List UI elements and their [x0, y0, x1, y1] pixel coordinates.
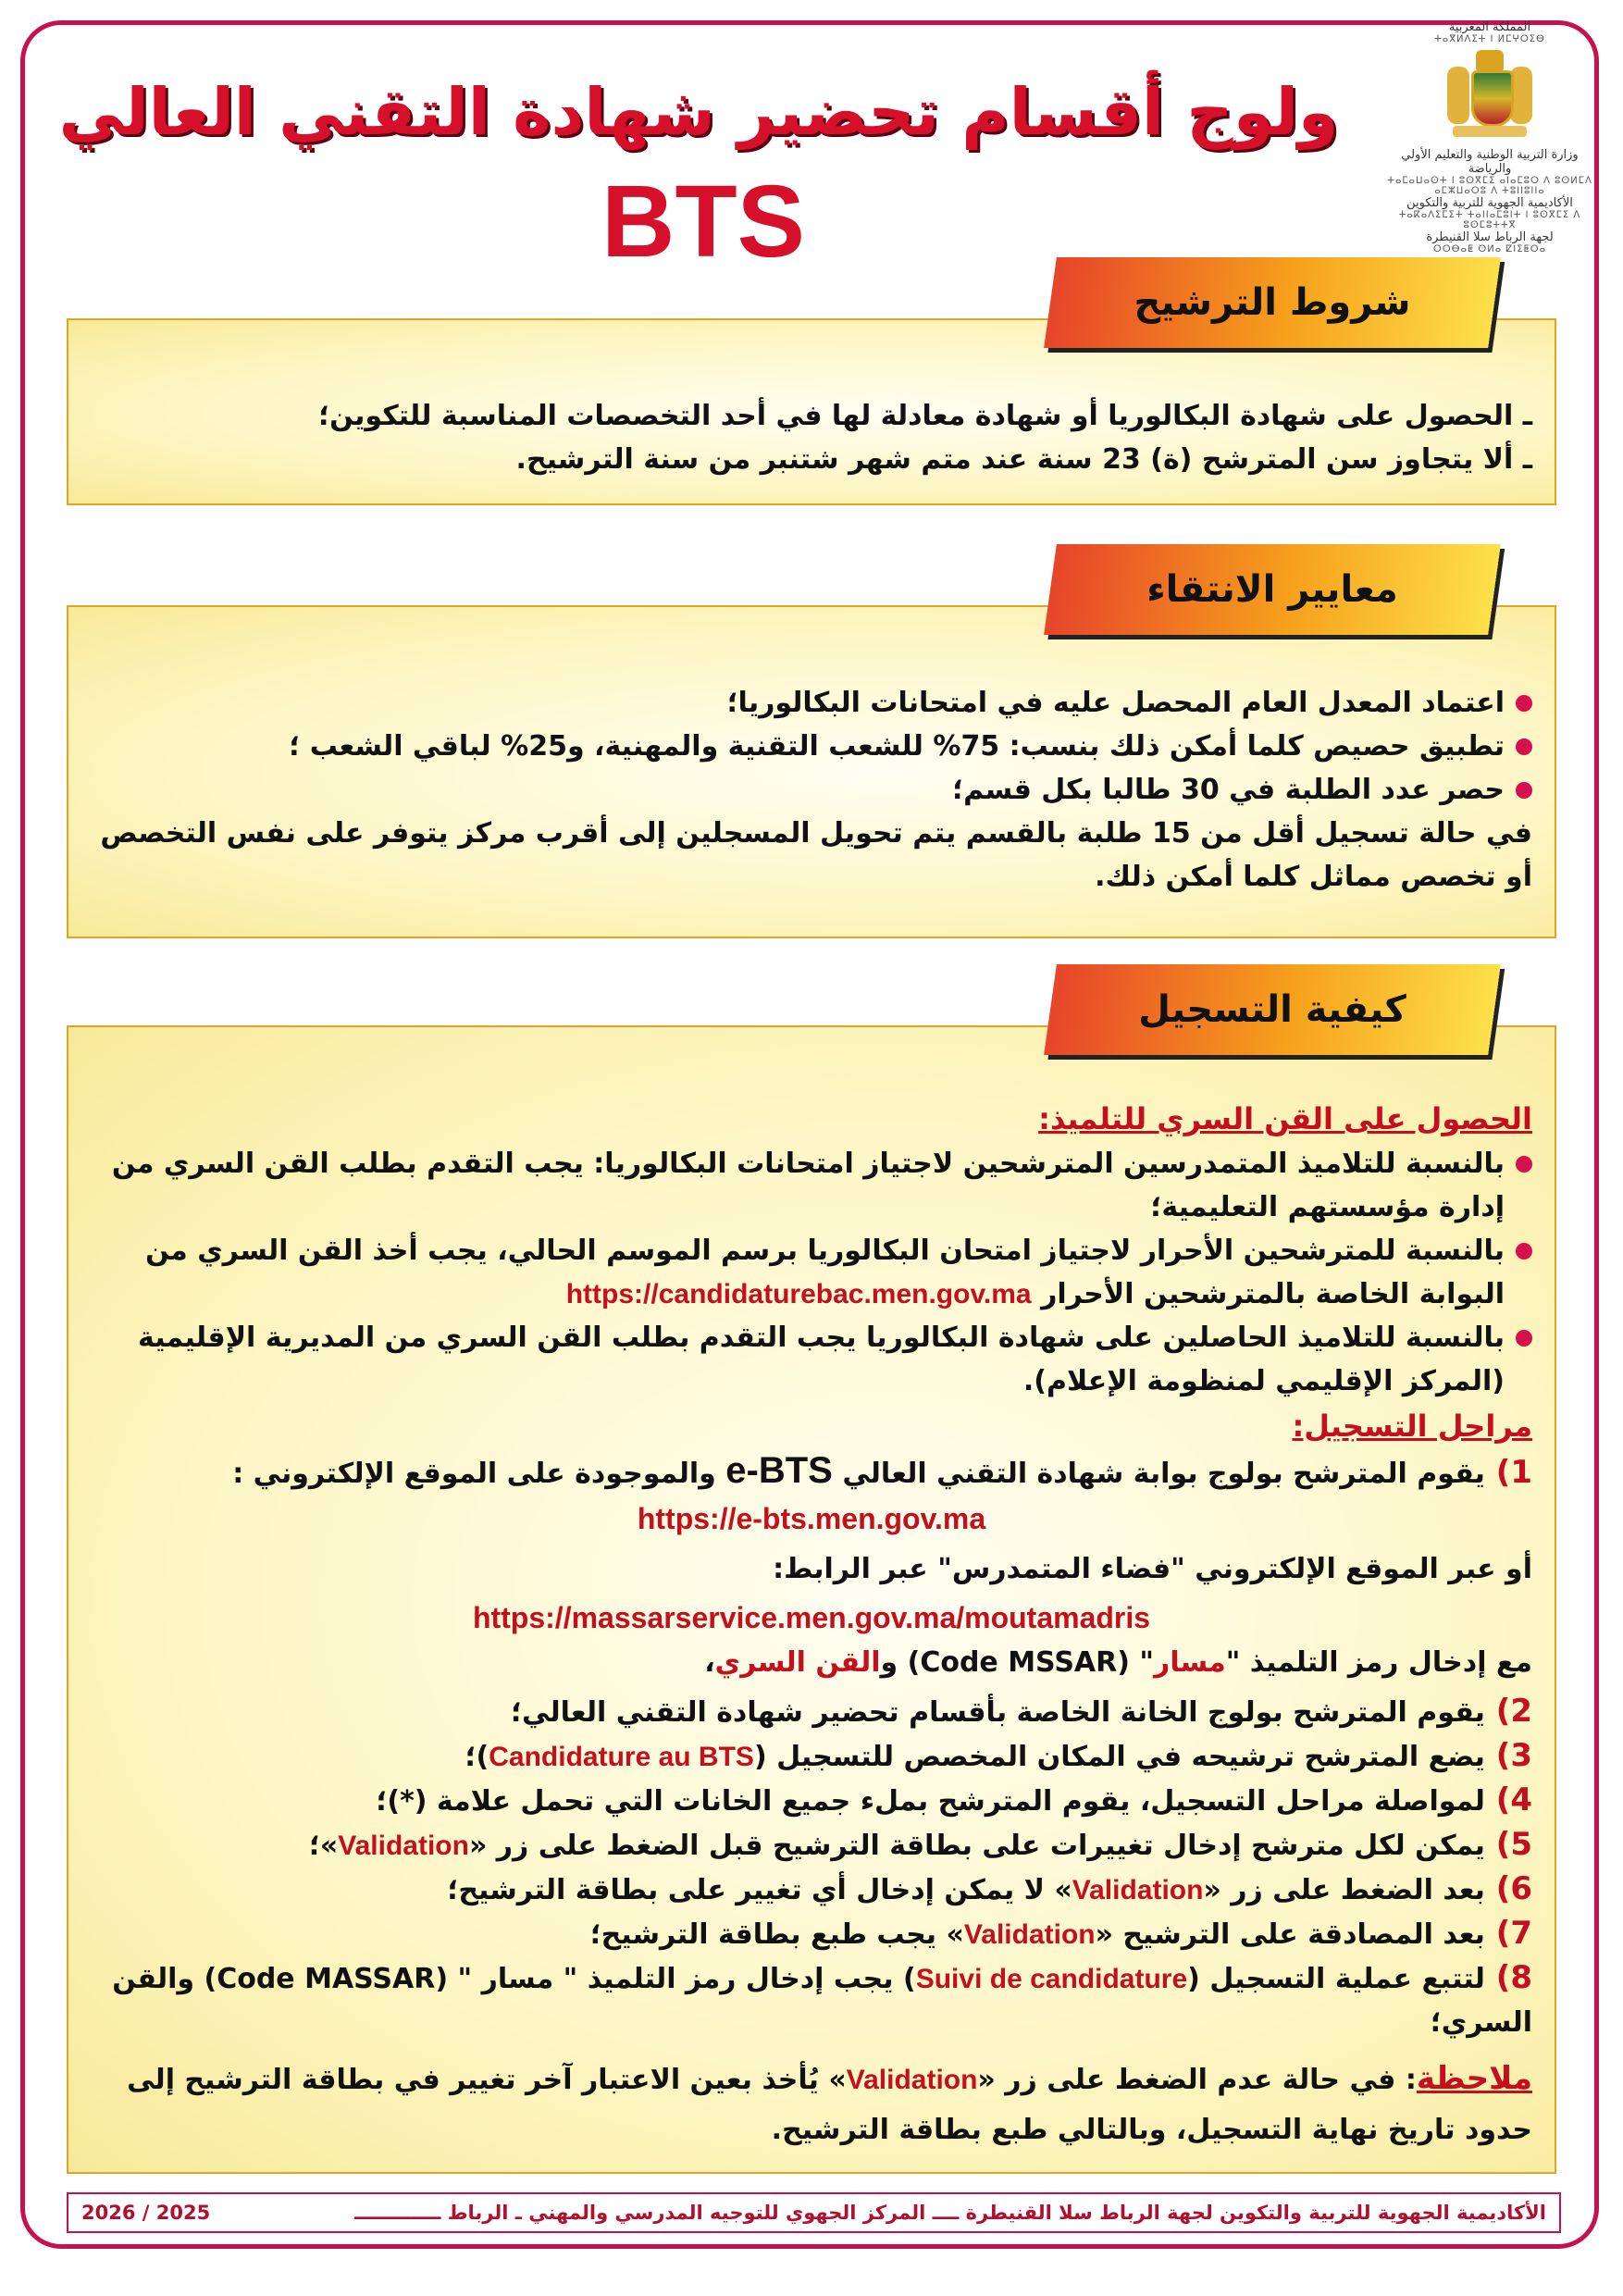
condition-line: ـ الحصول على شهادة البكالوريا أو شهادة معادلة لها في أحد التخصصات المناسبة للتكوين؛ [318, 400, 1532, 432]
criteria-item [91, 681, 1532, 725]
step-number: 8 [1510, 1959, 1532, 1996]
secret-code-heading: الحصول على القن السري للتلميذ: [1038, 1101, 1532, 1136]
registration-note [91, 2054, 1532, 2155]
condition-line: ـ ألا يتجاوز سن المترشح (ة) 23 سنة عند متم شهر شتنبر من سنة الترشيح. [515, 443, 1532, 476]
step-text: ) يجب إدخال رمز التلميذ " مسار " (Code MASSAR) والقن السري؛ [112, 1963, 1532, 2039]
academy-label: الأكاديمية الجهوية للتربية والتكوين [1406, 196, 1573, 210]
criteria-item [91, 725, 1532, 768]
step-text: يقوم المترشح بولوج الخانة الخاصة بأقسام تحضير شهادة التقني العالي؛ [510, 1696, 1485, 1729]
bullet-icon [1516, 1243, 1532, 1260]
bts-acronym: BTS [601, 165, 805, 279]
step-highlight: Suivi de candidature [915, 1964, 1188, 1994]
step-text: لمواصلة مراحل التسجيل، يقوم المترشح بملء جميع الخانات التي تحمل علامة (*)؛ [376, 1785, 1485, 1818]
step-4: 4) لمواصلة مراحل التسجيل، يقوم المترشح بملء جميع الخانات التي تحمل علامة (*)؛ [376, 1781, 1532, 1818]
step-text: لتتبع عملية التسجيل ( [1187, 1963, 1485, 1995]
step-6: 6) بعد الضغط على زر «Validation» لا يمكن إدخال أي تغيير على بطاقة الترشيح؛ [447, 1870, 1532, 1907]
step-highlight: Candidature au BTS [489, 1742, 754, 1772]
note-text: » يُأخذ بعين الاعتبار آخر تغيير في بطاقة الترشيح إلى حدود تاريخ نهاية التسجيل، وبالتالي طبع بطاقة الترشيح. [127, 2064, 1532, 2146]
secret-text: بالنسبة للتلاميذ المتمدرسين المترشحين لاجتياز امتحانات البكالوريا: يجب التقدم بطلب القن السري من إدارة مؤسستهم التعليمية؛ [111, 1148, 1505, 1223]
step-text: » لا يمكن إدخال أي تغيير على بطاقة الترشيح؛ [447, 1874, 1072, 1906]
registration-section [67, 964, 1556, 2174]
conditions-title: شروط الترشيح [1134, 281, 1411, 324]
secret-text: بالنسبة للمترشحين الأحرار لاجتياز امتحان البكالوريا برسم الموسم الحالي، يجب أخذ القن السري من البوابة الخاصة بالمترشحين الأحرار [145, 1235, 1505, 1310]
code-text: ، [704, 1646, 715, 1679]
footer [67, 2192, 1561, 2233]
step-7: 7) بعد المصادقة على الترشيح «Validation» يجب طبع بطاقة الترشيح؛ [589, 1915, 1532, 1952]
criteria-box [67, 605, 1556, 938]
ministry-label-tifinagh: ⵜⴰⵎⴰⵡⴰⵙⵜ ⵏ ⵓⵙⴳⵎⵉ ⴰⵏⴰⵎⵓⵔ ⴷ ⵓⵙⵍⵎⴷ ⴰⵎⵣⵡⴰⵔⵓ ⴷ ⵜⵓⵏⵏⵓⵏⵏⴰ [1387, 176, 1592, 196]
candidaturebac-link[interactable]: https://candidaturebac.men.gov.ma [565, 1279, 1032, 1309]
secret-item [91, 1229, 1532, 1316]
bullet-icon [1516, 695, 1532, 712]
content-flow [67, 257, 1556, 2233]
ministry-logo-block [1379, 20, 1601, 254]
region-label-tifinagh: ⵔⵔⴱⴰⵟ ⵙⵍⴰ ⵇⵏⵉⵟⵔⴰ [1432, 244, 1547, 254]
secret-item [91, 1316, 1532, 1403]
step-text: )؛ [465, 1741, 489, 1773]
bullet-icon [1516, 782, 1532, 799]
page-title: ولوج أقسام تحضير شهادة التقني العالي [58, 74, 1339, 150]
step-number: 7 [1510, 1915, 1532, 1952]
step-highlight: Validation [338, 1831, 469, 1861]
step-number: 5 [1510, 1826, 1532, 1863]
steps-heading: مراحل التسجيل: [1292, 1409, 1532, 1444]
note-text: : في حالة عدم الضغط على زر « [977, 2064, 1417, 2096]
code-line [91, 1641, 1532, 1684]
step-highlight: Validation [963, 1919, 1096, 1950]
step-highlight: Validation [1072, 1875, 1204, 1905]
kingdom-label: المملكة المغربية [1448, 20, 1531, 34]
step-2: 2) يقوم المترشح بولوج الخانة الخاصة بأقسام تحضير شهادة التقني العالي؛ [510, 1693, 1532, 1730]
massar-link[interactable]: https://massarservice.men.gov.ma/moutamadris [472, 1601, 1151, 1634]
region-label: لجهة الرباط سلا القنيطرة [1426, 230, 1554, 244]
step-text: والموجودة على الموقع الإلكتروني : [232, 1458, 716, 1490]
criteria-text: تطبيق حصيص كلما أمكن ذلك بنسب: 75% للشعب التقنية والمهنية، و25% لباقي الشعب ؛ [289, 730, 1505, 763]
step-text: يمكن لكل مترشح إدخال تغييرات على بطاقة الترشيح قبل الضغط على زر « [468, 1830, 1485, 1862]
registration-banner [1050, 964, 1494, 1055]
registration-title: كيفية التسجيل [1138, 988, 1406, 1031]
criteria-section [67, 544, 1556, 938]
step-3: 3) يضع المترشح ترشيحه في المكان المخصص للتسجيل (Candidature au BTS)؛ [465, 1737, 1532, 1774]
step-text: »؛ [308, 1830, 339, 1862]
massar-label: مسار [1154, 1646, 1226, 1679]
secret-item [91, 1142, 1532, 1229]
validation-label: Validation [846, 2065, 978, 2095]
bullet-icon [1516, 1330, 1532, 1347]
criteria-text: حصر عدد الطلبة في 30 طالبا بكل قسم؛ [952, 774, 1505, 806]
criteria-note: في حالة تسجيل أقل من 15 طلبة بالقسم يتم تحويل المسجلين إلى أقرب مركز يتوفر على نفس التخصص أو تخصص مماثل كلما أمكن ذلك. [100, 817, 1532, 893]
academy-label-tifinagh: ⵜⴰⴽⴰⴷⵉⵎⵉⵜ ⵜⴰⵏⵏⴰⵎⵓⵏⵜ ⵏ ⵓⵙⴳⵎⵉ ⴷ ⵓⵙⵎⵓⵜⵜⴳ [1398, 210, 1581, 230]
step-number: 2 [1510, 1693, 1532, 1730]
footer-organization: الأكاديمية الجهوية للتربية والتكوين لجهة الرباط سلا القنيطرة ــــ المركز الجهوي للتوجيه المدرسي والمهني ـ الرباط ـــــــــــــ [354, 2202, 1546, 2224]
step-5: 5) يمكن لكل مترشح إدخال تغييرات على بطاقة الترشيح قبل الضغط على زر «Validation»؛ [308, 1826, 1532, 1863]
step-text: بعد الضغط على زر « [1203, 1874, 1485, 1906]
step-number: 3 [1510, 1737, 1532, 1774]
secret-code-label: القن السري [714, 1646, 881, 1679]
conditions-banner [1050, 257, 1494, 348]
ministry-label: وزارة التربية الوطنية والتعليم الأولي والرياضة [1401, 148, 1579, 176]
coat-of-arms-icon [1443, 50, 1536, 143]
step-text: » يجب طبع بطاقة الترشيح؛ [589, 1918, 964, 1951]
step-text: بعد المصادقة على الترشيح « [1095, 1918, 1485, 1951]
step-text: يضع المترشح ترشيحه في المكان المخصص للتسجيل ( [753, 1741, 1485, 1773]
bullet-icon [1516, 738, 1532, 755]
secret-text: بالنسبة للتلاميذ الحاصلين على شهادة البكالوريا يجب التقدم بطلب القن السري من المديرية الإقليمية (المركز الإقليمي لمنظومة الإعلام). [138, 1322, 1505, 1397]
step-text: يقوم المترشح بولوج بوابة شهادة التقني العالي [842, 1458, 1485, 1490]
step-number: 6 [1510, 1870, 1532, 1907]
kingdom-label-tifinagh: ⵜⴰⴳⵍⴷⵉⵜ ⵏ ⵍⵎⵖⵔⵉⴱ [1434, 34, 1545, 44]
code-text: مع إدخال رمز التلميذ " [1225, 1646, 1532, 1679]
criteria-banner [1050, 544, 1494, 635]
code-text: " (Code MSSAR) و [880, 1646, 1155, 1679]
or-text: أو عبر الموقع الإلكتروني "فضاء المتمدرس" عبر الرابط: [773, 1553, 1532, 1585]
registration-box [67, 1025, 1556, 2174]
step-1: 1) يقوم المترشح بولوج بوابة شهادة التقني العالي e-BTS والموجودة على الموقع الإلكتروني : [232, 1450, 1532, 1491]
footer-year: 2026 / 2025 [81, 2202, 211, 2224]
bullet-icon [1516, 1156, 1532, 1173]
step-8: 8) لتتبع عملية التسجيل (Suivi de candidature) يجب إدخال رمز التلميذ " مسار " (Code MASSAR) والقن السري؛ [112, 1959, 1532, 2039]
criteria-item [91, 768, 1532, 812]
ebts-link[interactable]: https://e-bts.men.gov.ma [637, 1502, 986, 1535]
note-label: ملاحظة [1416, 2060, 1532, 2097]
step-number: 4 [1510, 1781, 1532, 1818]
ebts-label: e-BTS [725, 1450, 833, 1491]
conditions-section [67, 257, 1556, 505]
criteria-text: اعتماد المعدل العام المحصل عليه في امتحانات البكالوريا؛ [726, 687, 1505, 719]
steps-list [91, 1690, 1532, 2044]
criteria-title: معايير الانتقاء [1146, 568, 1398, 611]
